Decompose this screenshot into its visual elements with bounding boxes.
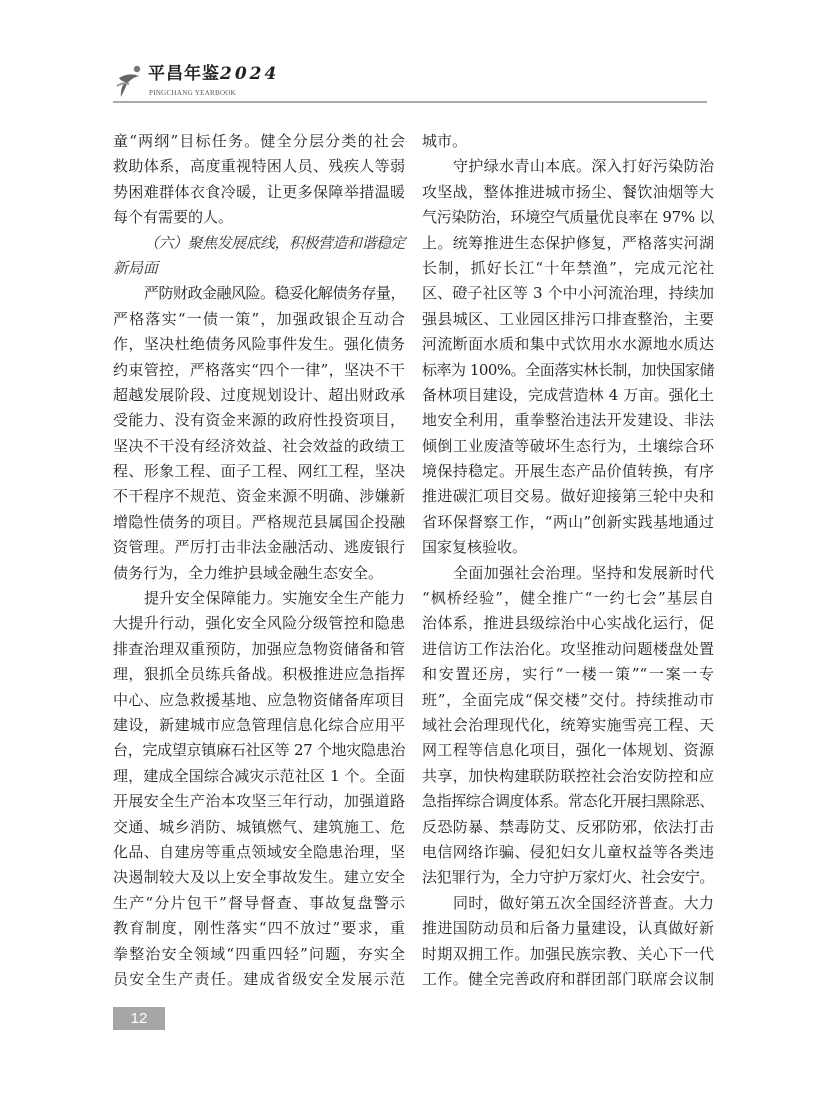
body-text-line: 电信网络诈骗、侵犯妇女儿童权益等各类违 <box>422 842 714 861</box>
yearbook-year: 2024 <box>220 64 280 84</box>
body-text-line: 进信访工作法治化。攻坚推动问题楼盘处置 <box>422 639 714 658</box>
body-text-line: 债务行为，全力维护县域金融生态安全。 <box>113 563 384 582</box>
body-text-line: 大提升行动，强化安全风险分级管控和隐患 <box>113 614 405 633</box>
body-text-line: 程、形象工程、面子工程、网红工程，坚决 <box>113 462 405 481</box>
body-text-line: 班”，全面完成“保交楼”交付。持续推动市 <box>422 690 714 709</box>
body-text-line: 同时，做好第五次全国经济普查。大力 <box>453 893 714 912</box>
body-text-line: 上。统筹推进生态保护修复，严格落实河湖 <box>422 233 714 252</box>
body-text-line: 全面加强社会治理。坚持和发展新时代 <box>453 563 714 582</box>
body-text-line: 攻坚战，整体推进城市扬尘、餐饮油烟等大 <box>422 182 714 201</box>
body-text-line: 理，建成全国综合减灾示范社区 1 个。全面 <box>113 766 405 785</box>
left-column <box>113 129 405 992</box>
body-text-line: 境保持稳定。开展生态产品价值转换，有序 <box>422 462 714 481</box>
body-text-line: 和安置还房，实行“一楼一策”“一案一专 <box>422 665 714 684</box>
section-heading-line: （六）聚焦发展底线，积极营造和谐稳定 <box>144 233 405 252</box>
yearbook-title <box>148 64 279 84</box>
body-text-line: 工作。健全完善政府和群团部门联席会议制 <box>422 969 714 988</box>
body-text-line: 不干程序不规范、资金来源不明确、涉嫌新 <box>113 487 405 506</box>
body-text-line: 建设，新建城市应急管理信息化综合应用平 <box>113 715 405 734</box>
body-text-line: 资管理。严厉打击非法金融活动、逃废银行 <box>113 538 405 557</box>
body-text-line: 交通、城乡消防、城镇燃气、建筑施工、危 <box>113 817 405 836</box>
body-text-line: 开展安全生产治本攻坚三年行动，加强道路 <box>113 792 405 811</box>
body-text-line: 气污染防治，环境空气质量优良率在 97% 以 <box>422 208 714 227</box>
body-text-line: 童“两纲”目标任务。健全分层分类的社会 <box>113 132 405 150</box>
body-text-line: 决遏制较大及以上安全事故发生。建立安全 <box>113 868 405 887</box>
body-text-line: 势困难群体衣食冷暖，让更多保障举措温暖 <box>113 182 405 201</box>
body-text-line: 区、磴子社区等 3 个中小河流治理，持续加 <box>422 284 714 303</box>
body-text-line: 域社会治理现代化，统筹实施雪亮工程、天 <box>422 715 714 734</box>
body-text-line: 台，完成望京镇麻石社区等 27 个地灾隐患治 <box>113 741 405 760</box>
body-text-line: 地安全利用，重拳整治违法开发建设、非法 <box>422 411 714 430</box>
right-column <box>422 129 714 992</box>
yearbook-logo-icon <box>115 64 145 98</box>
body-text-line: 标率为 100%。全面落实林长制，加快国家储 <box>422 360 714 379</box>
yearbook-subtitle: PINGCHANG YEARBOOK <box>149 89 237 97</box>
body-text-line: 化品、自建房等重点领域安全隐患治理，坚 <box>113 842 405 861</box>
body-text-line: 提升安全保障能力。实施安全生产能力 <box>144 589 405 608</box>
body-text-line: 拳整治安全领域“四重四轻”问题，夯实全 <box>113 944 405 963</box>
body-text-line: 中心、应急救援基地、应急物资储备库项目 <box>113 690 405 709</box>
body-text-line: “枫桥经验”，健全推广“一约七会”基层自 <box>422 589 714 608</box>
body-text-line: 省环保督察工作，“两山”创新实践基地通过 <box>422 512 714 531</box>
body-text-line: 理，狠抓全员练兵备战。积极推进应急指挥 <box>113 665 405 684</box>
body-text-line: 备林项目建设，完成营造林 4 万亩。强化土 <box>422 385 714 404</box>
body-text-line: 推进国防动员和后备力量建设，认真做好新 <box>422 919 714 938</box>
body-text-line: 坚决不干没有经济效益、社会效益的政绩工 <box>113 436 405 455</box>
body-text-line: 增隐性债务的项目。严格规范县属国企投融 <box>113 512 405 531</box>
body-text-line: 强县城区、工业园区排污口排查整治，主要 <box>422 309 714 328</box>
page-header <box>113 62 707 100</box>
body-text-line: 推进碳汇项目交易。做好迎接第三轮中央和 <box>422 487 714 506</box>
body-text-line: 共享，加快构建联防联控社会治安防控和应 <box>422 766 714 785</box>
body-text-line: 超越发展阶段、过度规划设计、超出财政承 <box>113 385 405 404</box>
body-text-line: 法犯罪行为，全力守护万家灯火、社会安宁。 <box>422 868 714 887</box>
body-text-line: 约束管控，严格落实“四个一律”，坚决不干 <box>113 360 405 379</box>
body-text-line: 教育制度，刚性落实“四不放过”要求，重 <box>113 919 405 938</box>
body-text-line: 受能力、没有资金来源的政府性投资项目， <box>113 411 405 430</box>
body-text-line: 救助体系，高度重视特困人员、残疾人等弱 <box>113 157 405 176</box>
body-text-line: 员安全生产责任。建成省级安全发展示范 <box>113 969 405 988</box>
body-text-line: 倾倒工业废渣等破坏生态行为，土壤综合环 <box>422 436 714 455</box>
body-text-line: 城市。 <box>422 132 468 150</box>
body-text-line: 作，坚决杜绝债务风险事件发生。强化债务 <box>113 335 405 354</box>
header-rule <box>113 101 707 103</box>
body-text-line: 时期双拥工作。加强民族宗教、关心下一代 <box>422 944 714 963</box>
body-text-line: 治体系，推进县级综治中心实战化运行，促 <box>422 614 714 633</box>
body-text-line: 生产“分片包干”督导督查、事故复盘警示 <box>113 893 405 912</box>
body-text-line: 排查治理双重预防，加强应急物资储备和管 <box>113 639 405 658</box>
page-number: 12 <box>113 1007 165 1030</box>
body-text-line: 严格落实“一债一策”，加强政银企互动合 <box>113 309 405 328</box>
body-text-line: 河流断面水质和集中式饮用水水源地水质达 <box>422 335 714 354</box>
body-text-line: 反恐防暴、禁毒防艾、反邪防邪，依法打击 <box>422 817 714 836</box>
body-text-line: 网工程等信息化项目，强化一体规划、资源 <box>422 741 714 760</box>
yearbook-title-text: 平昌年鉴 <box>148 64 220 84</box>
body-text-line: 国家复核验收。 <box>422 538 528 557</box>
section-heading-line: 新局面 <box>113 258 159 277</box>
body-text-line: 急指挥综合调度体系。常态化开展扫黑除恶、 <box>422 792 714 811</box>
body-text-line: 严防财政金融风险。稳妥化解债务存量， <box>144 284 405 303</box>
body-text-line: 守护绿水青山本底。深入打好污染防治 <box>453 157 714 176</box>
body-text-line: 每个有需要的人。 <box>113 208 234 227</box>
body-text-line: 长制，抓好长江“十年禁渔”，完成元沱社 <box>422 258 714 277</box>
